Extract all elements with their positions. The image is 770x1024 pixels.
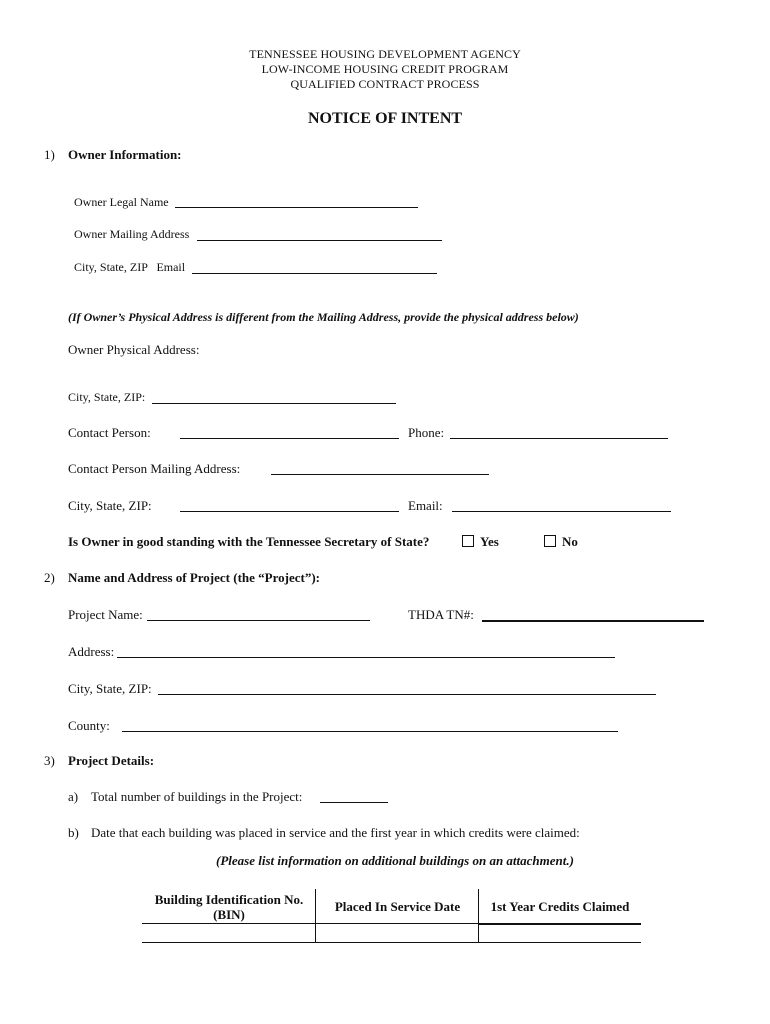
physical-city-state-zip-label: City, State, ZIP: (68, 390, 146, 404)
phone-label: Phone: (408, 425, 445, 440)
county-field[interactable] (122, 731, 618, 732)
yes-checkbox[interactable] (462, 535, 474, 547)
section-1-number: 1) (44, 147, 55, 162)
attachment-note: (Please list information on additional buildings on an attachment.) (216, 853, 574, 868)
contact-mailing-address-label: Contact Person Mailing Address: (68, 461, 241, 476)
total-buildings-field[interactable] (320, 802, 388, 803)
bin-header-line2: (BIN) (213, 907, 245, 922)
document-title: NOTICE OF INTENT (307, 110, 463, 127)
table-row-placed-in-service-field[interactable] (316, 942, 479, 943)
yes-label: Yes (480, 534, 499, 549)
table-row-first-year-field[interactable] (479, 942, 641, 943)
section-2-number: 2) (44, 570, 55, 585)
owner-city-email-field[interactable] (192, 273, 437, 274)
project-city-state-zip-field[interactable] (158, 694, 656, 695)
physical-address-note: (If Owner’s Physical Address is different from the Mailing Address, provide the physical address below) (68, 310, 579, 324)
agency-name: TENNESSEE HOUSING DEVELOPMENT AGENCY (249, 47, 521, 61)
first-year-credits-header: 1st Year Credits Claimed (490, 899, 630, 914)
project-city-state-zip-label: City, State, ZIP: (68, 681, 152, 696)
owner-legal-name-label: Owner Legal Name (74, 195, 169, 209)
contact-mailing-address-field[interactable] (271, 474, 489, 475)
table-header-rule-2 (316, 923, 479, 924)
program-name: LOW-INCOME HOUSING CREDIT PROGRAM (261, 62, 509, 76)
contact-city-state-zip-field[interactable] (180, 511, 399, 512)
section-3-number: 3) (44, 753, 55, 768)
section-1-heading: Owner Information: (68, 147, 182, 162)
physical-city-state-zip-field[interactable] (152, 403, 396, 404)
owner-legal-name-field[interactable] (175, 207, 418, 208)
good-standing-question: Is Owner in good standing with the Tennessee Secretary of State? (68, 534, 430, 549)
project-address-label: Address: (68, 644, 115, 659)
total-buildings-label: Total number of buildings in the Project: (91, 789, 303, 804)
project-address-field[interactable] (117, 657, 615, 658)
email-label: Email: (408, 498, 443, 513)
no-label: No (562, 534, 578, 549)
project-name-label: Project Name: (68, 607, 143, 622)
table-header-rule-3 (479, 923, 641, 925)
owner-mailing-address-field[interactable] (197, 240, 442, 241)
contact-person-label: Contact Person: (68, 425, 151, 440)
placed-in-service-question: Date that each building was placed in service and the first year in which credits were claimed: (91, 825, 580, 840)
placed-in-service-header: Placed In Service Date (334, 899, 461, 914)
bin-header (142, 892, 316, 922)
thda-tn-field[interactable] (482, 620, 704, 622)
owner-physical-address-label: Owner Physical Address: (68, 342, 200, 357)
table-divider-1 (315, 889, 316, 943)
table-header-rule-1 (142, 923, 316, 924)
contact-city-state-zip-label: City, State, ZIP: (68, 498, 152, 513)
no-checkbox[interactable] (544, 535, 556, 547)
section-2-heading: Name and Address of Project (the “Project”): (68, 570, 320, 585)
item-b-letter: b) (68, 825, 79, 840)
item-a-letter: a) (68, 789, 79, 804)
owner-mailing-address-label: Owner Mailing Address (74, 227, 190, 241)
owner-city-email-label: City, State, ZIP Email (74, 260, 186, 274)
email-field[interactable] (452, 511, 671, 512)
table-row-bin-field[interactable] (142, 942, 316, 943)
county-label: County: (68, 718, 110, 733)
table-divider-2 (478, 889, 479, 943)
yes-option[interactable] (462, 534, 499, 550)
project-name-field[interactable] (147, 620, 370, 621)
no-option[interactable] (544, 534, 578, 550)
contact-person-field[interactable] (180, 438, 399, 439)
process-name: QUALIFIED CONTRACT PROCESS (290, 77, 480, 91)
section-3-heading: Project Details: (68, 753, 155, 768)
bin-header-line1: Building Identification No. (154, 892, 304, 907)
phone-field[interactable] (450, 438, 668, 439)
thda-tn-label: THDA TN#: (408, 607, 474, 622)
